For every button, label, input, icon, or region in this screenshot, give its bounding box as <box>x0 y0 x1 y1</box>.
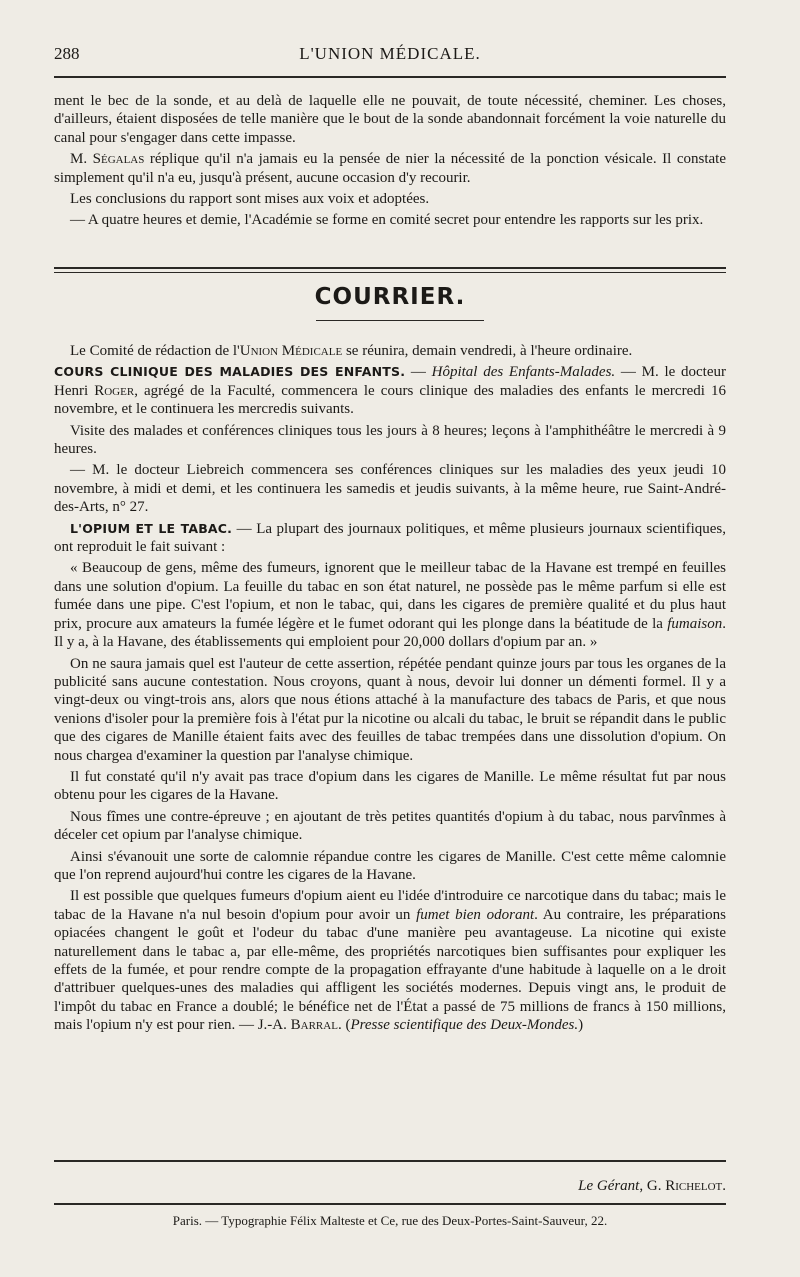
paragraph: On ne saura jamais quel est l'auteur de cette assertion, répétée pendant quinze jours par tous les organes de la publicité sans aucune contestation. Nous croyons, quant à nous, devoir lui donner un démenti formel. Il y a vingt-deux ou vingt-trois ans, alors que nous étions attaché à la manufacture des tabacs de Paris, et que nous venions d'isoler pour la première fois à l'état pur la nicotine ou alcali du tabac, le bruit se répandit dans le public que des cigares de Manille étaient faits avec des feuilles de tabac trempées dans une dissolution d'opium. On nous chargea d'examiner la question par l'analyse chimique. <box>54 655 726 764</box>
paragraph: — A quatre heures et demie, l'Académie se forme en comité secret pour entendre les rapports sur les prix. <box>70 212 704 229</box>
author-name: Barral <box>290 1017 338 1034</box>
news-heading: COURS CLINIQUE DES MALADIES DES ENFANTS. <box>54 364 406 380</box>
imprint-rule <box>54 1203 726 1205</box>
section-title-underline <box>316 320 484 321</box>
paragraph: M. Ségalas réplique qu'il n'a jamais eu la pensée de nier la nécessité de la ponction vésicale. Il constate simplement qu'il n'a eu, jusqu'à présent, aucune occasion d'y recourir. <box>54 151 726 186</box>
place-name: Hôpital des Enfants-Malades. <box>431 364 616 381</box>
paragraph: L'OPIUM ET LE TABAC. — La plupart des journaux politiques, et même plusieurs journaux scientifiques, ont reproduit le fait suivant : <box>54 520 726 556</box>
paragraph: « Beaucoup de gens, même des fumeurs, ignorent que le meilleur tabac de la Havane est trempé en feuilles dans une solution d'opium. La feuille du tabac en son état naturel, ne possède pas le même parfum si elle est fumée dans une pipe. C'est l'opium, et non le tabac, qui, dans les cigares de première qualité et du plus haut prix, procure aux amateurs la fumée légère et le fumet odorant qui les plonge dans la béatitude de la fumaison. Il y a, à la Havane, des établissements qui emploient pour 20,000 dollars d'opium par an. » <box>54 560 726 651</box>
news-heading: L'OPIUM ET LE TABAC. <box>70 520 233 536</box>
source-name: Presse scientifique des Deux-Mondes. <box>350 1017 579 1034</box>
paragraph: Nous fîmes une contre-épreuve ; en ajoutant de très petites quantités d'opium à du tabac, nous parvînmes à déceler cet opium par l'analyse chimique. <box>54 808 726 844</box>
section-rule-top <box>54 267 726 269</box>
paragraph: Visite des malades et conférences cliniques tous les jours à 8 heures; leçons à l'amphithéâtre le mercredi à 9 heures. <box>54 422 726 458</box>
speaker-name: M. Ségalas <box>70 151 145 168</box>
journal-name: Union Médicale <box>239 343 343 359</box>
paragraph: COURS CLINIQUE DES MALADIES DES ENFANTS. — Hôpital des Enfants-Malades. — M. le docteur Henri Roger, agrégé de la Faculté, commencera le cours clinique des maladies des enfants le mercredi 16 novembre, et le continuera les mercredis suivants. <box>54 364 726 418</box>
signature: Le Gérant, G. Richelot. <box>578 1178 726 1194</box>
section-title: COURRIER. <box>314 284 466 310</box>
printer-imprint: Paris. — Typographie Félix Malteste et Ce, rue des Deux-Portes-Saint-Sauveur, 22. <box>172 1213 608 1228</box>
page-header <box>54 44 726 70</box>
section-rule-top-thin <box>54 272 726 273</box>
paragraph: ment le bec de la sonde, et au delà de laquelle elle ne pouvait, de toute nécessité, cheminer. Les choses, d'ailleurs, étaient disposées de telle manière que le bout de la sonde abandonnait forcément la voie naturelle du canal pour s'engager dans cette impasse. <box>54 93 726 146</box>
running-title: L'UNION MÉDICALE. <box>299 44 481 63</box>
person-name: Roger <box>94 382 135 399</box>
paragraph: Ainsi s'évanouit une sorte de calomnie répandue contre les cigares de Manille. C'est cette même calomnie que l'on reprend aujourd'hui contre les cigares de la Havane. <box>54 848 726 883</box>
footer-rule <box>54 1160 726 1162</box>
paragraph: Les conclusions du rapport sont mises aux voix et adoptées. <box>70 191 430 208</box>
previous-article-end <box>54 92 726 233</box>
paragraph: Il est possible que quelques fumeurs d'opium aient eu l'idée d'introduire ce narcotique dans du tabac; mais le tabac de la Havane n'a nul besoin d'opium pour avoir un fumet bien odorant. Au contraire, les préparations opiacées changent le goût et l'odeur du tabac d'une manière peu avantageuse. La nicotine qui existe naturellement dans le tabac a, par elle-même, des propriétés narcotiques bien suffisantes pour expliquer les effets de la fumée, et pour rendre compte de la propagation effrayante d'une habitude à laquelle on a le droit d'attribuer quelques-unes des maladies qui affligent les sociétés modernes. Depuis vingt ans, le produit de l'impôt du tabac en France a doublé; le bénéfice net de l'État a passé de 75 millions de francs à 150 millions, mais l'opium n'y est pour rien. — J.-A. Barral. (Presse scientifique des Deux-Mondes.) <box>54 888 726 1034</box>
courrier-body <box>54 342 726 1038</box>
paragraph: — M. le docteur Liebreich commencera ses conférences cliniques sur les maladies des yeux jeudi 10 novembre, à midi et demi, et les continuera les samedis et jeudis suivants, à la même heure, rue Saint-André-des-Arts, n° 27. <box>54 462 726 516</box>
header-rule <box>54 76 726 78</box>
paragraph: Il fut constaté qu'il n'y avait pas trace d'opium dans les cigares de Manille. Le même résultat fut par nous obtenu pour les cigares de la Havane. <box>54 768 726 804</box>
page-number: 288 <box>54 44 80 63</box>
paragraph: Le Comité de rédaction de l'Union Médicale se réunira, demain vendredi, à l'heure ordinaire. <box>70 343 633 359</box>
